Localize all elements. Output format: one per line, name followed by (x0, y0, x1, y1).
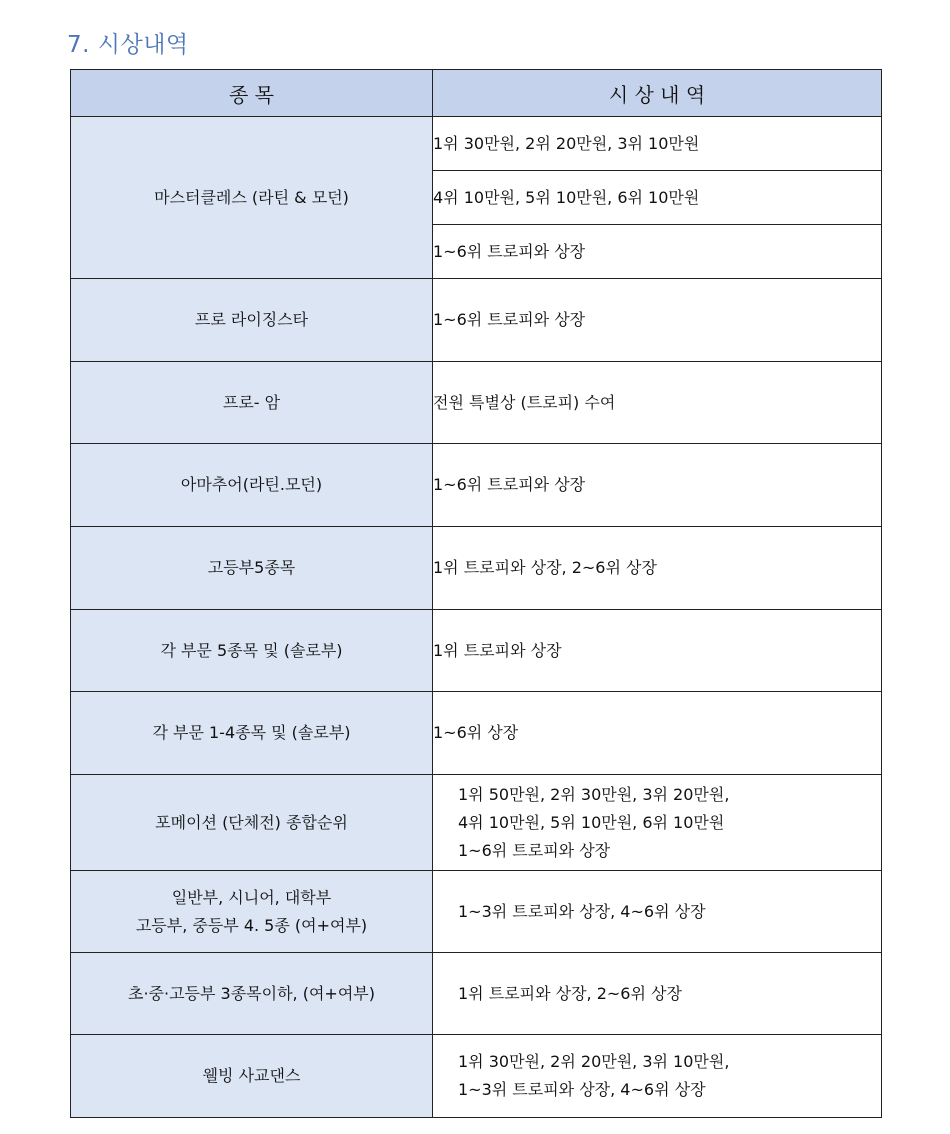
detail-cell: 1위 30만원, 2위 20만원, 3위 10만원 (433, 117, 882, 171)
detail-cell (433, 775, 882, 871)
detail-cell: 전원 특별상 (트로피) 수여 (433, 362, 882, 444)
table-row (71, 871, 882, 953)
detail-line: 1~3위 트로피와 상장, 4~6위 상장 (458, 1080, 706, 1099)
detail-cell: 4위 10만원, 5위 10만원, 6위 10만원 (433, 171, 882, 225)
detail-line: 1~6위 트로피와 상장 (458, 840, 611, 860)
table-row (71, 279, 882, 362)
category-cell: 마스터클레스 (라틴 & 모던) (71, 117, 433, 279)
table-row (71, 953, 882, 1035)
category-cell: 각 부문 1-4종목 및 (솔로부) (71, 692, 433, 775)
detail-cell: 1~3위 트로피와 상장, 4~6위 상장 (433, 871, 882, 953)
category-cell: 아마추어(라틴.모던) (71, 444, 433, 527)
detail-cell: 1~6위 트로피와 상장 (433, 444, 882, 527)
header-details: 시 상 내 역 (433, 70, 882, 117)
detail-cell (433, 1035, 882, 1118)
detail-cell: 1~6위 트로피와 상장 (433, 279, 882, 362)
detail-line: 1위 50만원, 2위 30만원, 3위 20만원, (458, 784, 730, 804)
table-row (71, 444, 882, 527)
table-header-row (71, 70, 882, 117)
category-cell: 프로 라이징스타 (71, 279, 433, 362)
category-cell: 고등부5종목 (71, 527, 433, 610)
detail-cell: 1~6위 상장 (433, 692, 882, 775)
detail-line: 4위 10만원, 5위 10만원, 6위 10만원 (458, 812, 725, 832)
detail-cell: 1위 트로피와 상장 (433, 610, 882, 692)
category-cell: 프로- 암 (71, 362, 433, 444)
section-title: 7. 시상내역 (67, 32, 189, 58)
category-line: 일반부, 시니어, 대학부 (171, 887, 332, 907)
table-row (71, 1035, 882, 1118)
header-category: 종 목 (71, 70, 433, 117)
category-cell: 각 부문 5종목 및 (솔로부) (71, 610, 433, 692)
table-row (71, 362, 882, 444)
category-cell: 포메이션 (단체전) 종합순위 (71, 775, 433, 871)
table-row (71, 610, 882, 692)
award-table (70, 69, 882, 1118)
detail-cell: 1위 트로피와 상장, 2~6위 상장 (433, 527, 882, 610)
table-row (71, 527, 882, 610)
category-cell (71, 871, 433, 953)
detail-cell: 1위 트로피와 상장, 2~6위 상장 (433, 953, 882, 1035)
category-cell: 웰빙 사교댄스 (71, 1035, 433, 1118)
detail-cell: 1~6위 트로피와 상장 (433, 225, 882, 279)
table-row (71, 775, 882, 871)
table-row (71, 117, 882, 171)
table-row (71, 692, 882, 775)
category-line: 고등부, 중등부 4. 5종 (여+여부) (135, 915, 368, 935)
detail-line: 1위 30만원, 2위 20만원, 3위 10만원, (458, 1052, 730, 1071)
category-cell: 초·중·고등부 3종목이하, (여+여부) (71, 953, 433, 1035)
